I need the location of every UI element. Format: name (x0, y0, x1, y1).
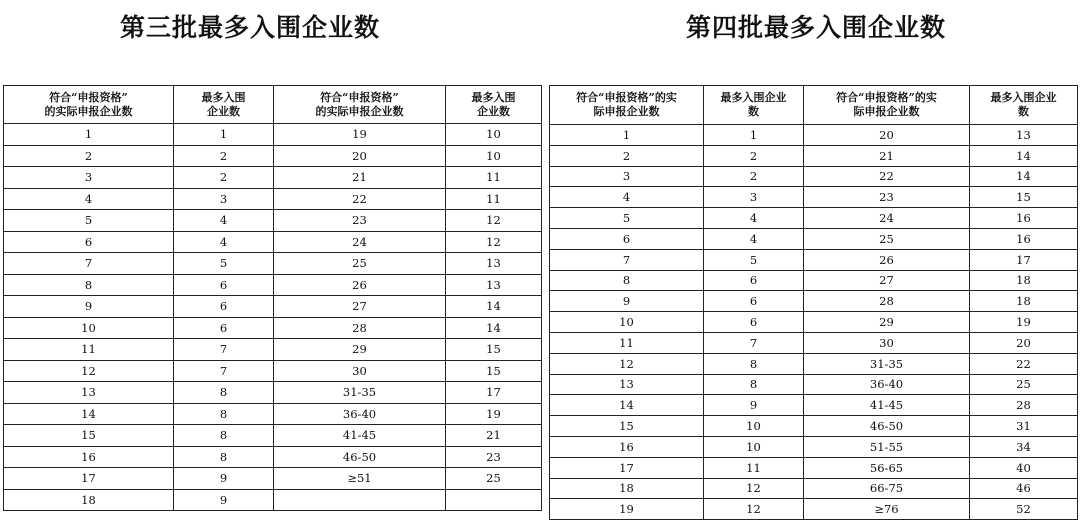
table-cell: 10 (550, 312, 704, 333)
table-cell: 46-50 (274, 446, 446, 468)
table-cell: 2 (704, 166, 804, 187)
table-cell: 17 (550, 457, 704, 478)
column-header-line: 数 (1018, 105, 1029, 118)
table-cell: 14 (550, 395, 704, 416)
table-cell: 10 (704, 416, 804, 437)
table-cell: 5 (4, 210, 174, 232)
table-row (550, 166, 1078, 187)
table-cell: 19 (274, 124, 446, 146)
column-header-line: 的实际申报企业数 (315, 104, 404, 118)
column-header (4, 86, 174, 124)
table-cell: 25 (970, 374, 1078, 395)
table-row (4, 231, 542, 253)
table-cell: 6 (174, 317, 274, 339)
table-cell: 27 (274, 296, 446, 318)
table-cell: 13 (446, 274, 542, 296)
table-row (4, 188, 542, 210)
table-cell: 21 (446, 425, 542, 447)
table-cell: 8 (550, 270, 704, 291)
column-header-line: 符合“申报资格” (49, 90, 128, 104)
table-cell: 46 (970, 478, 1078, 499)
batch4-table (549, 85, 1078, 520)
table-cell: 22 (970, 353, 1078, 374)
table-cell: 4 (174, 210, 274, 232)
table-cell: 7 (550, 249, 704, 270)
table-cell: 4 (704, 228, 804, 249)
table-row (550, 478, 1078, 499)
table-row (4, 360, 542, 382)
table-cell: 12 (704, 478, 804, 499)
table-cell: 41-45 (274, 425, 446, 447)
table-cell: 24 (274, 231, 446, 253)
table-cell: 7 (704, 332, 804, 353)
table-row (4, 145, 542, 167)
batch3-table (3, 85, 542, 511)
table-cell: 6 (4, 231, 174, 253)
table-cell: 23 (446, 446, 542, 468)
table-row (550, 312, 1078, 333)
table-row (4, 274, 542, 296)
table-cell: 4 (704, 208, 804, 229)
table-cell: 15 (970, 187, 1078, 208)
table-row (4, 124, 542, 146)
table-row (4, 296, 542, 318)
table-cell: 13 (550, 374, 704, 395)
batch4-title: 第四批最多入围企业数 (686, 13, 947, 42)
table-cell: 8 (174, 403, 274, 425)
table-row (550, 228, 1078, 249)
table-header-row (4, 86, 542, 124)
table-cell: 9 (174, 468, 274, 490)
table-cell: 8 (4, 274, 174, 296)
table-cell: 51-55 (804, 436, 970, 457)
table-cell: 34 (970, 436, 1078, 457)
column-header (174, 86, 274, 124)
table-cell: 7 (174, 339, 274, 361)
table-cell: 15 (4, 425, 174, 447)
table-cell: 22 (804, 166, 970, 187)
table-cell: 17 (446, 382, 542, 404)
table-row (4, 317, 542, 339)
table-cell: 10 (704, 436, 804, 457)
table-row (550, 291, 1078, 312)
table-cell: 21 (274, 167, 446, 189)
table-cell: 9 (550, 291, 704, 312)
table-cell: 6 (704, 291, 804, 312)
table-cell: 11 (446, 167, 542, 189)
table-cell: 10 (4, 317, 174, 339)
table-cell: 19 (550, 499, 704, 520)
table-cell: ≥76 (804, 499, 970, 520)
table-cell: 27 (804, 270, 970, 291)
table-cell: 31-35 (274, 382, 446, 404)
table-cell: 12 (4, 360, 174, 382)
table-cell: 5 (550, 208, 704, 229)
table-cell: 18 (970, 270, 1078, 291)
table-cell: 12 (704, 499, 804, 520)
table-row (550, 208, 1078, 229)
table-cell: 23 (274, 210, 446, 232)
table-row (550, 374, 1078, 395)
table-cell: 16 (970, 228, 1078, 249)
batch3-title: 第三批最多入围企业数 (120, 13, 381, 42)
table-cell: 3 (704, 187, 804, 208)
table-cell: 11 (704, 457, 804, 478)
table-cell: 26 (804, 249, 970, 270)
column-header-line: 符合“申报资格”的实 (576, 91, 677, 104)
table-cell: 46-50 (804, 416, 970, 437)
table-cell: 14 (970, 166, 1078, 187)
table-cell: 2 (704, 145, 804, 166)
table-cell: 12 (446, 210, 542, 232)
table-cell: 17 (4, 468, 174, 490)
table-cell: 16 (4, 446, 174, 468)
table-cell: 6 (704, 270, 804, 291)
table-cell: 10 (446, 124, 542, 146)
table-cell: 4 (550, 187, 704, 208)
column-header-line: 符合“申报资格”的实 (836, 91, 937, 104)
table-cell: 9 (174, 489, 274, 511)
column-header-line: 企业数 (477, 104, 510, 118)
table-cell: 14 (446, 317, 542, 339)
table-row (550, 249, 1078, 270)
column-header (274, 86, 446, 124)
table-cell: 25 (804, 228, 970, 249)
table-cell: 40 (970, 457, 1078, 478)
table-cell: 13 (4, 382, 174, 404)
table-cell: 6 (174, 274, 274, 296)
table-cell: 6 (550, 228, 704, 249)
table-cell: 8 (174, 446, 274, 468)
table-row (4, 446, 542, 468)
table-cell: 16 (970, 208, 1078, 229)
table-row (4, 210, 542, 232)
table-cell: 31-35 (804, 353, 970, 374)
table-cell: 8 (704, 374, 804, 395)
table-row (550, 145, 1078, 166)
table-cell: 17 (970, 249, 1078, 270)
table-row (4, 339, 542, 361)
table-cell: 28 (970, 395, 1078, 416)
table-cell: 7 (174, 360, 274, 382)
table-cell: 11 (550, 332, 704, 353)
table-cell: 6 (174, 296, 274, 318)
table-row (550, 416, 1078, 437)
table-cell: 13 (970, 125, 1078, 146)
column-header-line: 最多入围企业 (720, 91, 787, 104)
table-cell: 25 (446, 468, 542, 490)
column-header-line: 际申报企业数 (593, 105, 660, 118)
column-header-line: 最多入围 (471, 90, 516, 104)
column-header-line: 最多入围 (201, 90, 246, 104)
table-cell: 2 (550, 145, 704, 166)
table-cell: 9 (4, 296, 174, 318)
table-cell: 2 (174, 167, 274, 189)
table-cell: 41-45 (804, 395, 970, 416)
table-row (550, 332, 1078, 353)
table-cell: 23 (804, 187, 970, 208)
table-cell: 30 (274, 360, 446, 382)
column-header-line: 企业数 (207, 104, 240, 118)
table-cell: 26 (274, 274, 446, 296)
table-cell: 10 (446, 145, 542, 167)
table-cell: 1 (4, 124, 174, 146)
table-cell: 14 (970, 145, 1078, 166)
table-cell: 8 (174, 382, 274, 404)
table-row (550, 457, 1078, 478)
table-cell: 7 (4, 253, 174, 275)
table-cell: 15 (446, 360, 542, 382)
table-cell: 36-40 (804, 374, 970, 395)
table-cell: 30 (804, 332, 970, 353)
table-row (550, 395, 1078, 416)
table-cell: 52 (970, 499, 1078, 520)
table-cell: 24 (804, 208, 970, 229)
table-cell: 56-65 (804, 457, 970, 478)
column-header-line: 符合“申报资格” (320, 90, 399, 104)
table-cell: 16 (550, 436, 704, 457)
table-cell: 2 (4, 145, 174, 167)
table-cell: 13 (446, 253, 542, 275)
table-cell: 5 (174, 253, 274, 275)
table-cell: 18 (970, 291, 1078, 312)
column-header (970, 86, 1078, 125)
table-cell: 36-40 (274, 403, 446, 425)
table-cell: 1 (704, 125, 804, 146)
table-cell: 3 (550, 166, 704, 187)
table-cell: 28 (274, 317, 446, 339)
table-row (550, 436, 1078, 457)
table-row (4, 425, 542, 447)
table-row (550, 125, 1078, 146)
table-cell: 1 (550, 125, 704, 146)
table-row (4, 382, 542, 404)
table-cell: 18 (4, 489, 174, 511)
table-row (4, 489, 542, 511)
table-cell: 25 (274, 253, 446, 275)
table-cell: 4 (4, 188, 174, 210)
table-cell: 3 (174, 188, 274, 210)
column-header (446, 86, 542, 124)
table-cell: 12 (446, 231, 542, 253)
table-cell: 21 (804, 145, 970, 166)
table-cell: 5 (704, 249, 804, 270)
column-header (704, 86, 804, 125)
table-cell: 20 (274, 145, 446, 167)
table-cell: 9 (704, 395, 804, 416)
table-row (4, 403, 542, 425)
table-cell: 4 (174, 231, 274, 253)
table-cell: 8 (174, 425, 274, 447)
table-cell: 66-75 (804, 478, 970, 499)
table-cell: ≥51 (274, 468, 446, 490)
table-cell: 15 (446, 339, 542, 361)
table-cell: 18 (550, 478, 704, 499)
column-header-line: 最多入围企业 (990, 91, 1057, 104)
table-cell: 15 (550, 416, 704, 437)
column-header (804, 86, 970, 125)
table-cell: 1 (174, 124, 274, 146)
table-row (550, 187, 1078, 208)
table-row (550, 353, 1078, 374)
column-header (550, 86, 704, 125)
table-cell: 6 (704, 312, 804, 333)
table-row (4, 468, 542, 490)
table-cell: 8 (704, 353, 804, 374)
table-cell: 20 (970, 332, 1078, 353)
table-cell: 2 (174, 145, 274, 167)
table-row (550, 270, 1078, 291)
table-cell: 19 (970, 312, 1078, 333)
table-cell: 31 (970, 416, 1078, 437)
table-row (550, 499, 1078, 520)
table-cell: 29 (804, 312, 970, 333)
column-header-line: 的实际申报企业数 (44, 104, 133, 118)
table-row (4, 167, 542, 189)
table-cell: 11 (4, 339, 174, 361)
table-cell: 19 (446, 403, 542, 425)
table-cell: 22 (274, 188, 446, 210)
table-cell: 14 (4, 403, 174, 425)
table-cell: 14 (446, 296, 542, 318)
column-header-line: 际申报企业数 (853, 105, 920, 118)
table-cell: 28 (804, 291, 970, 312)
table-cell (274, 489, 446, 511)
column-header-line: 数 (748, 105, 759, 118)
table-cell: 12 (550, 353, 704, 374)
table-cell (446, 489, 542, 511)
table-cell: 11 (446, 188, 542, 210)
table-cell: 3 (4, 167, 174, 189)
table-row (4, 253, 542, 275)
table-cell: 29 (274, 339, 446, 361)
table-header-row (550, 86, 1078, 125)
table-cell: 20 (804, 125, 970, 146)
